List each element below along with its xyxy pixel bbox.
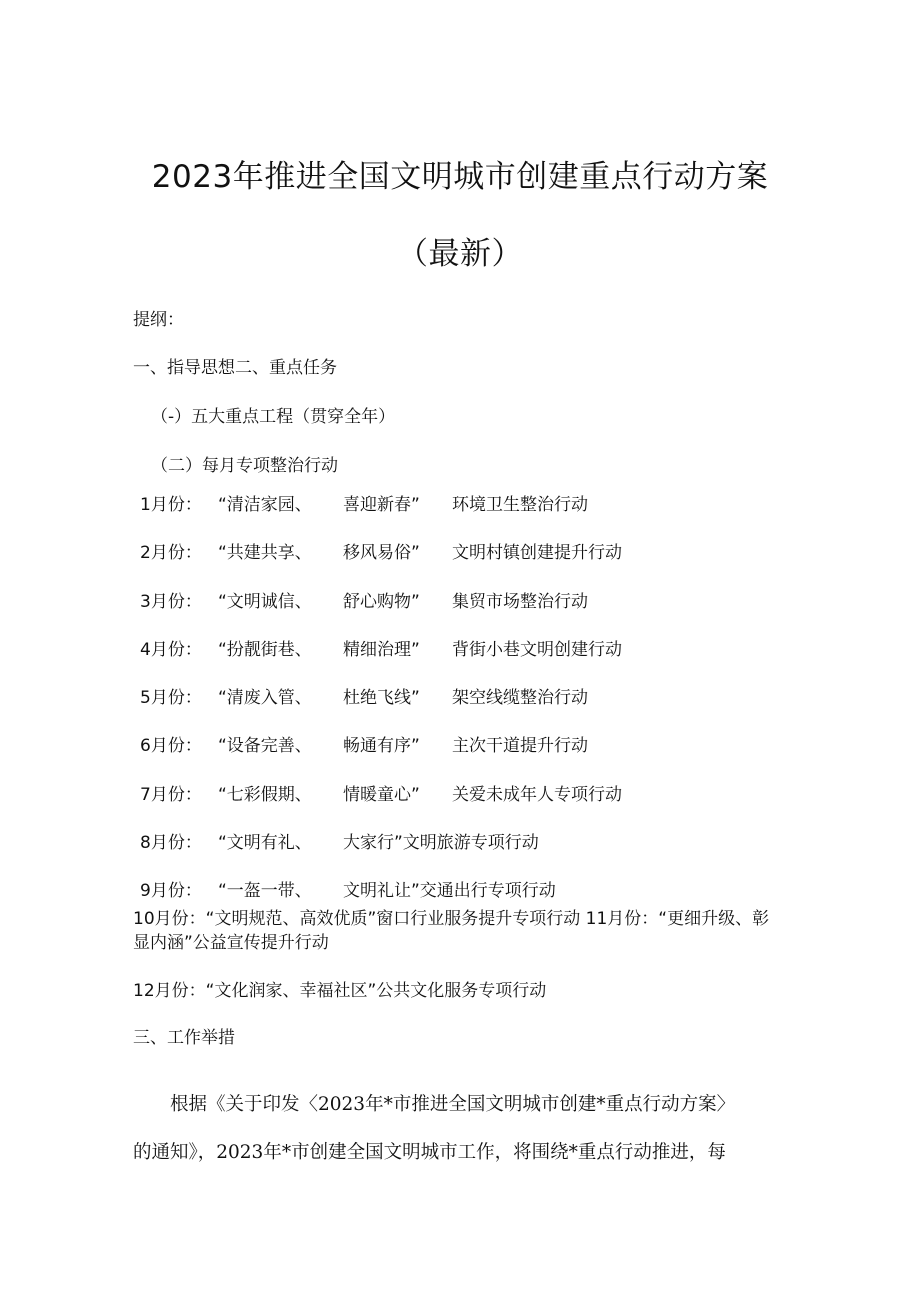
month-theme-b: 情暖童心” xyxy=(343,785,420,805)
month-action: 主次干道提升行动 xyxy=(452,736,588,756)
month-theme-b: 杜绝飞线” xyxy=(343,688,420,708)
month-action: 环境卫生整治行动 xyxy=(452,495,588,515)
month-theme-b: 畅通有序” xyxy=(343,736,420,756)
month-item-10-11: 10月份：“文明规范、高效优质”窗口行业服务提升专项行动 11月份：“更细升级、彰显内涵”公益宣传提升行动 xyxy=(133,909,770,953)
subsection-heading-2: （二）每月专项整治行动 xyxy=(151,456,338,476)
month-theme-a: “七彩假期、 xyxy=(218,785,312,805)
month-label: 9月份： xyxy=(140,881,202,901)
month-action: 架空线缆整治行动 xyxy=(452,688,588,708)
month-theme-a: “文明诚信、 xyxy=(218,592,312,612)
month-action: 集贸市场整治行动 xyxy=(452,592,588,612)
month-label: 5月份： xyxy=(140,688,202,708)
month-theme-b: 喜迎新春” xyxy=(343,495,420,515)
month-label: 4月份： xyxy=(140,640,202,660)
document-subtitle: （最新） xyxy=(397,236,523,272)
paragraph-line-1: 根据《关于印发〈2023年*市推进全国文明城市创建*重点行动方案〉 xyxy=(170,1094,736,1115)
month-theme-a: “文明有礼、 xyxy=(218,833,312,853)
month-theme-b: 舒心购物” xyxy=(343,592,420,612)
outline-label: 提纲： xyxy=(133,310,184,330)
month-item-12: 12月份：“文化润家、幸福社区”公共文化服务专项行动 xyxy=(133,981,547,1001)
month-label: 1月份： xyxy=(140,495,202,515)
month-theme-a: “共建共享、 xyxy=(218,543,312,563)
month-label: 3月份： xyxy=(140,592,202,612)
month-theme-a: “清废入管、 xyxy=(218,688,312,708)
month-theme-a: “扮靓街巷、 xyxy=(218,640,312,660)
month-action: 关爱未成年人专项行动 xyxy=(452,785,622,805)
month-label: 6月份： xyxy=(140,736,202,756)
section-heading-3: 三、工作举措 xyxy=(133,1028,235,1048)
month-theme-a: “一盔一带、 xyxy=(218,881,312,901)
month-label: 8月份： xyxy=(140,833,202,853)
paragraph-line-2: 的通知》，2023年*市创建全国文明城市工作，将围绕*重点行动推进，每 xyxy=(133,1142,726,1163)
month-theme-a: “清洁家园、 xyxy=(218,495,312,515)
month-label: 7月份： xyxy=(140,785,202,805)
section-heading-1-2: 一、指导思想二、重点任务 xyxy=(133,358,337,378)
month-label: 2月份： xyxy=(140,543,202,563)
month-action: 文明村镇创建提升行动 xyxy=(452,543,622,563)
subsection-heading-1: （-）五大重点工程（贯穿全年） xyxy=(151,407,396,427)
month-theme-b: 文明礼让”交通出行专项行动 xyxy=(343,881,556,901)
month-theme-a: “设备完善、 xyxy=(218,736,312,756)
document-title: 2023年推进全国文明城市创建重点行动方案 xyxy=(151,159,769,195)
month-action: 背街小巷文明创建行动 xyxy=(452,640,622,660)
month-theme-b: 大家行”文明旅游专项行动 xyxy=(343,833,539,853)
month-theme-b: 移风易俗” xyxy=(343,543,420,563)
month-theme-b: 精细治理” xyxy=(343,640,420,660)
